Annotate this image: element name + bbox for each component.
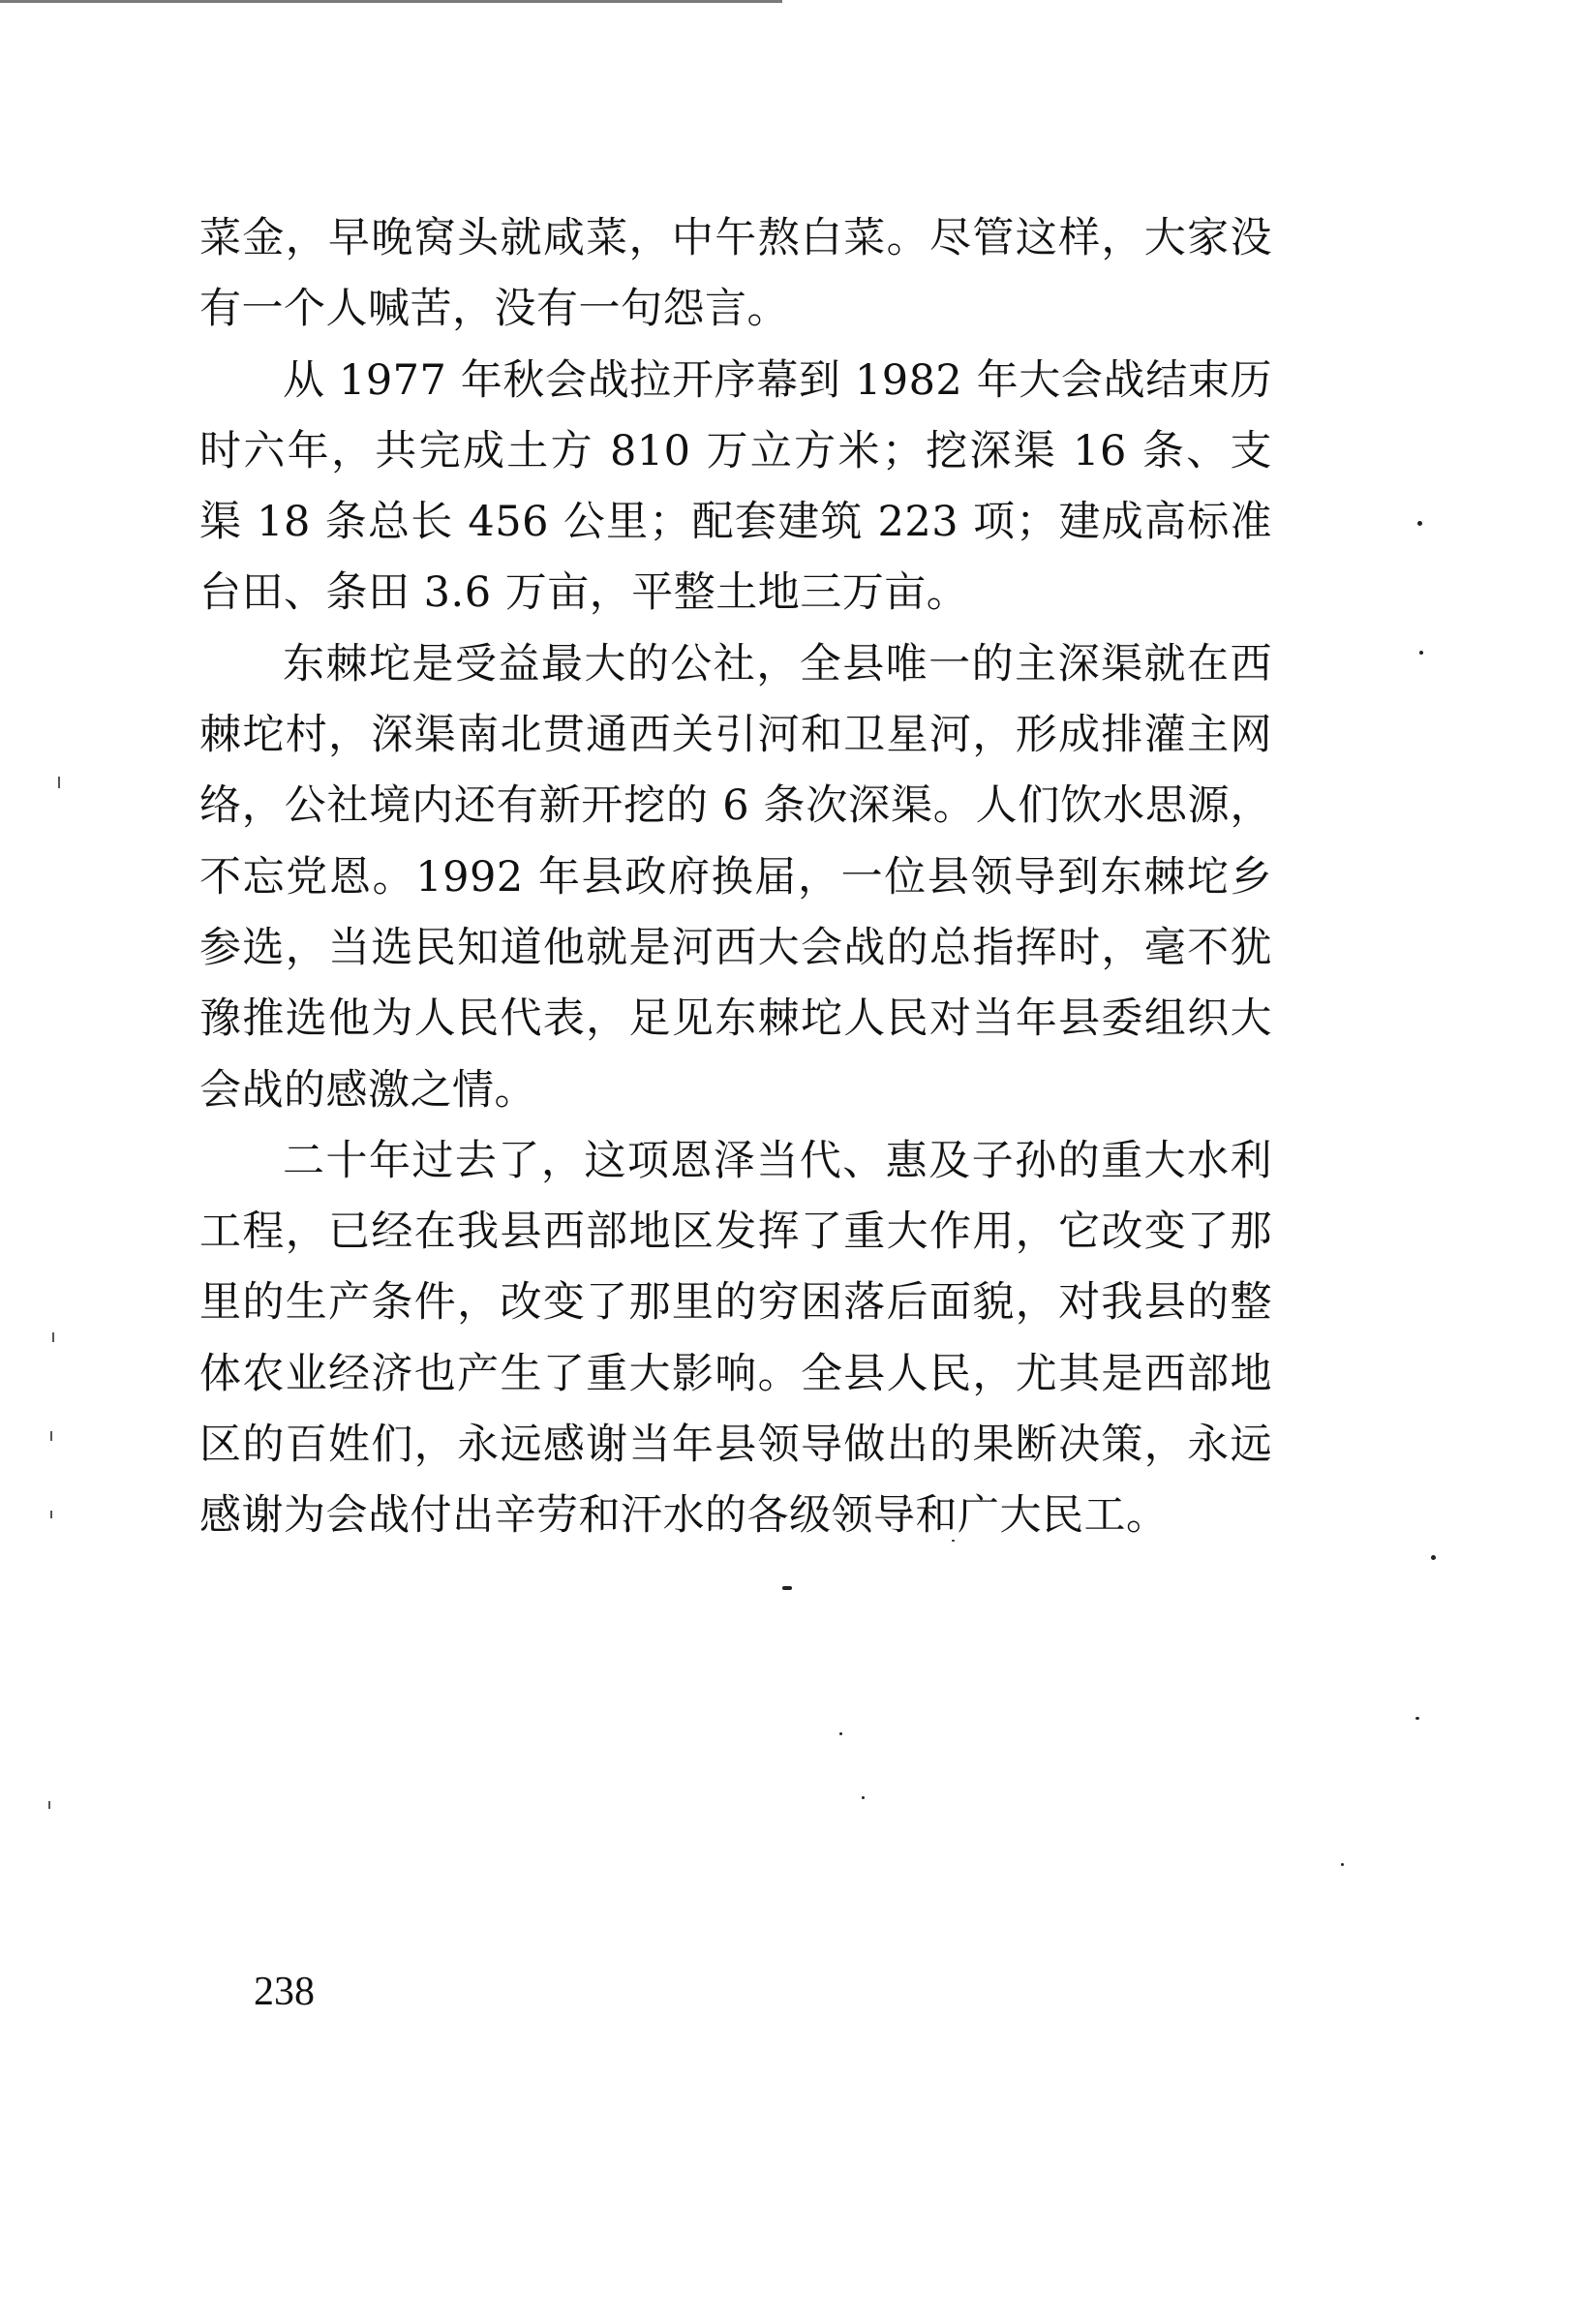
scan-speck [1431, 1555, 1436, 1560]
scan-mark [50, 1511, 52, 1518]
scan-mark [52, 1332, 54, 1342]
paragraph-1: 菜金，早晚窝头就咸菜，中午熬白菜。尽管这样，大家没有一个人喊苦，没有一句怨言。 [199, 214, 1272, 334]
top-rule [0, 0, 782, 3]
scan-speck [1341, 1863, 1344, 1866]
scan-speck [862, 1796, 865, 1799]
scan-speck [782, 1586, 792, 1590]
scan-mark [48, 1801, 50, 1809]
scan-speck [839, 1732, 842, 1735]
scan-speck [1417, 521, 1422, 526]
scan-mark [50, 1431, 52, 1441]
scan-speck [952, 1540, 955, 1542]
paragraph-3: 东棘坨是受益最大的公社，全县唯一的主深渠就在西棘坨村，深渠南北贯通西关引河和卫星河，形成排灌主网络，公社境内还有新开挖的 6 条次深渠。人们饮水思源，不忘党恩。1992 年县政府换届，一位县领导到东棘坨乡参选，当选民知道他就是河西大会战的总指挥时，毫不犹豫推选他为人民代表，足见东棘坨人民对当年县委组织大会战的感激之情。 [199, 639, 1272, 1115]
scan-mark [58, 777, 60, 788]
paragraph-2: 从 1977 年秋会战拉开序幕到 1982 年大会战结束历时六年，共完成土方 810 万立方米；挖深渠 16 条、支渠 18 条总长 456 公里；配套建筑 223 项；建成高标准台田、条田 3.6 万亩，平整土地三万亩。 [199, 355, 1272, 618]
scan-speck [1419, 651, 1423, 655]
paragraph-4: 二十年过去了，这项恩泽当代、惠及子孙的重大水利工程，已经在我县西部地区发挥了重大作用，它改变了那里的生产条件，改变了那里的穷困落后面貌，对我县的整体农业经济也产生了重大影响。全县人民，尤其是西部地区的百姓们，永远感谢当年县领导做出的果断决策，永远感谢为会战付出辛劳和汗水的各级领导和广大民工。 [199, 1136, 1272, 1541]
page-body [199, 203, 1272, 1552]
page-number: 238 [254, 1970, 315, 2014]
scan-speck [1415, 1717, 1419, 1720]
